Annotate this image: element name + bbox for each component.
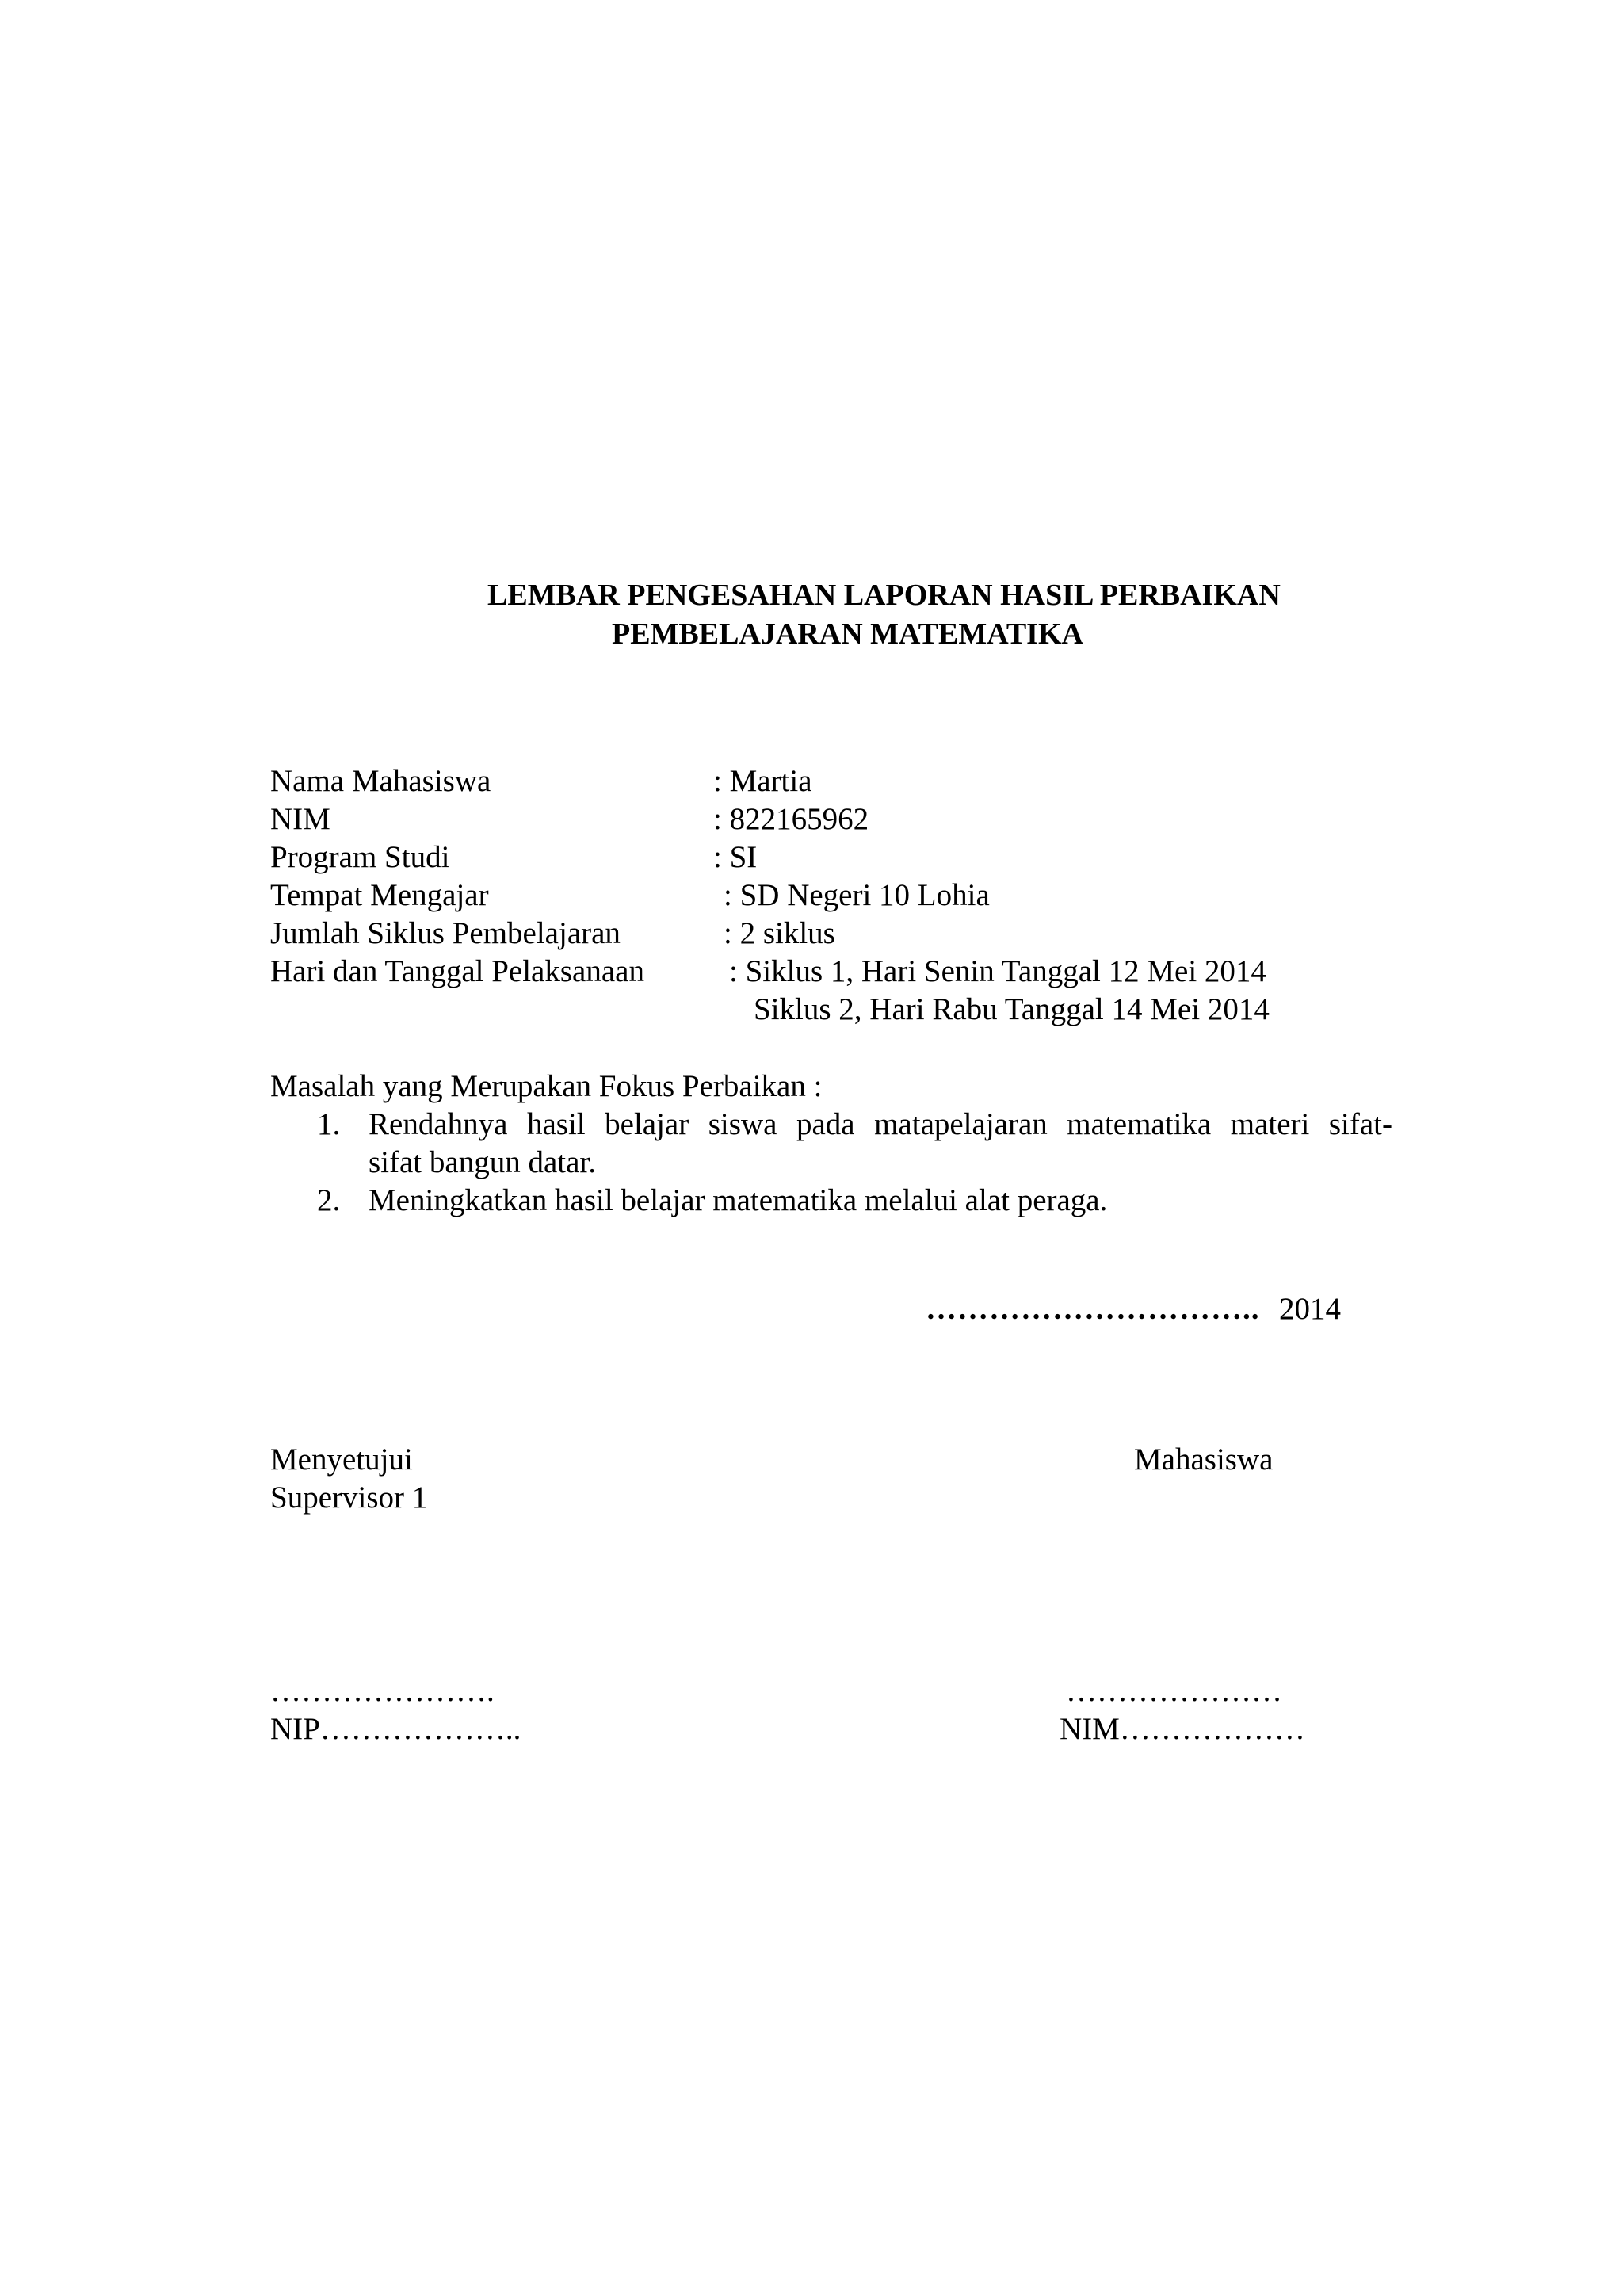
supervisor-label: Supervisor 1 <box>270 1480 428 1515</box>
date-year: 2014 <box>1279 1292 1341 1326</box>
field-value-hari-tanggal: : Siklus 1, Hari Senin Tanggal 12 Mei 2014 <box>729 954 1266 988</box>
document-title-line-1: LEMBAR PENGESAHAN LAPORAN HASIL PERBAIKAN <box>487 579 1281 612</box>
field-value-jumlah-siklus: : 2 siklus <box>724 916 835 950</box>
supervisor-nip-line: NIP……………….. <box>270 1712 521 1746</box>
field-value-nama-mahasiswa: : Martia <box>713 764 812 798</box>
supervisor-signature-line: …………………. <box>270 1674 495 1708</box>
field-value-hari-tanggal-continuation: Siklus 2, Hari Rabu Tanggal 14 Mei 2014 <box>754 992 1270 1026</box>
student-nim-line: NIM……………… <box>1060 1712 1305 1746</box>
problem-1-text-line-1: Rendahnya hasil belajar siswa pada matapelajaran matematika materi sifat- <box>369 1107 1392 1141</box>
approval-label: Menyetujui <box>270 1442 413 1477</box>
student-label: Mahasiswa <box>1134 1442 1274 1477</box>
problem-2-text: Meningkatkan hasil belajar matematika melalui alat peraga. <box>369 1183 1108 1217</box>
field-label-hari-tanggal: Hari dan Tanggal Pelaksanaan <box>270 954 644 988</box>
field-label-tempat-mengajar: Tempat Mengajar <box>270 878 489 912</box>
date-dots: ………………………….. <box>926 1292 1260 1326</box>
field-label-jumlah-siklus: Jumlah Siklus Pembelajaran <box>270 916 621 950</box>
problems-heading: Masalah yang Merupakan Fokus Perbaikan : <box>270 1069 823 1103</box>
document-title-line-2: PEMBELAJARAN MATEMATIKA <box>612 617 1083 651</box>
problem-1-text-line-2: sifat bangun datar. <box>369 1145 596 1179</box>
problem-1-number: 1. <box>317 1107 341 1141</box>
problem-2-number: 2. <box>317 1183 341 1217</box>
field-label-nama-mahasiswa: Nama Mahasiswa <box>270 764 491 798</box>
field-label-program-studi: Program Studi <box>270 840 450 874</box>
field-label-nim: NIM <box>270 802 330 836</box>
field-value-program-studi: : SI <box>713 840 758 874</box>
field-value-tempat-mengajar: : SD Negeri 10 Lohia <box>724 878 990 912</box>
field-value-nim: : 822165962 <box>713 802 869 836</box>
student-signature-line: ………………… <box>1066 1674 1282 1708</box>
